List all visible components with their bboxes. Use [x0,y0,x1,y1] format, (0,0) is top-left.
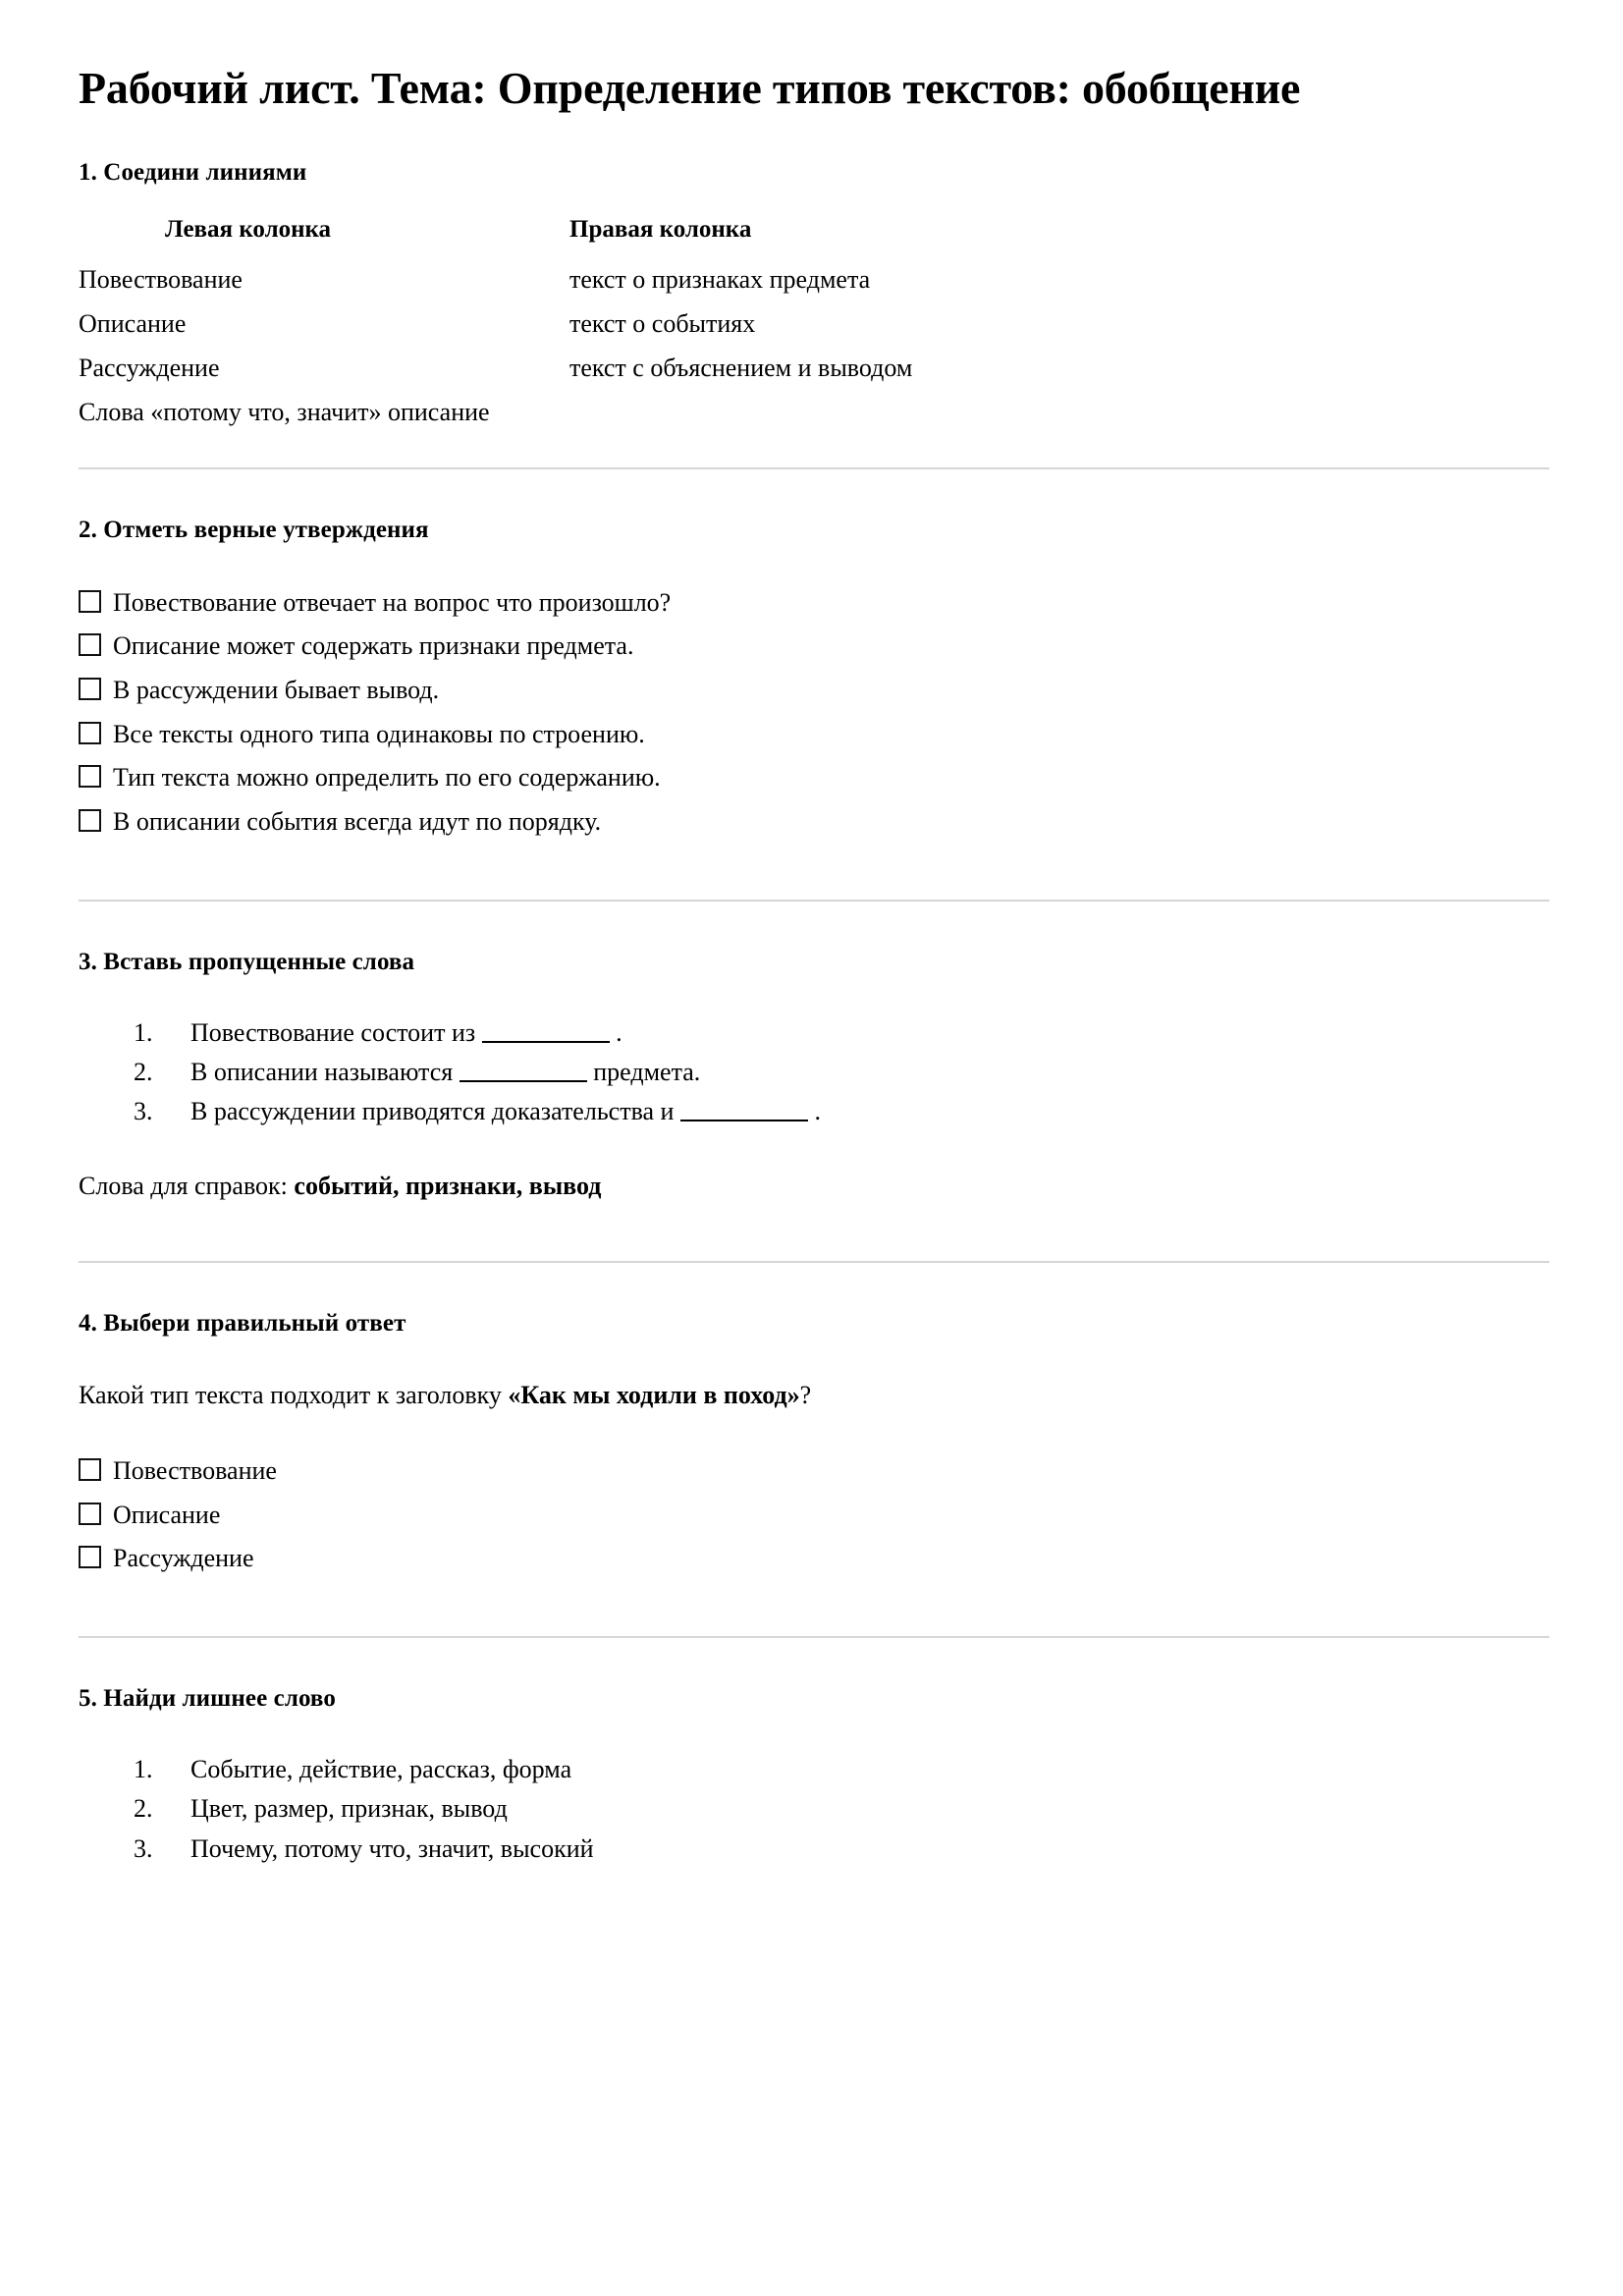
statement-label: Описание может содержать признаки предмета. [113,631,634,661]
section-2-heading: 2. Отметь верные утверждения [79,516,429,543]
blank-suffix: . [814,1097,821,1126]
section-5-heading: 5. Найди лишнее слово [79,1685,336,1713]
statement-label: Тип текста можно определить по его содержанию. [113,763,661,793]
reference-label: Слова для справок: [79,1171,288,1200]
list-item[interactable] [79,800,1548,845]
option-label: Описание [113,1500,221,1529]
page-title: Рабочий лист. Тема: Определение типов текстов: обобщение [79,63,1301,113]
checkbox-icon[interactable] [79,678,101,700]
statement-label: Повествование отвечает на вопрос что произошло? [113,587,672,617]
reference-words: событий, признаки, вывод [294,1171,602,1200]
checkbox-icon[interactable] [79,765,101,788]
checkbox-icon[interactable] [79,1503,101,1525]
statement-label: В описании события всегда идут по порядку. [113,807,602,837]
matching-header-row [79,216,1159,259]
blank-prefix: В описании называются [190,1058,454,1087]
matching-table [79,216,1159,433]
list-item[interactable] [134,1092,1548,1131]
blank-suffix: . [616,1017,622,1047]
statement-label: Все тексты одного типа одинаковы по строению. [113,719,645,748]
column-header-left: Левая колонка [165,216,332,244]
blank-input[interactable] [680,1120,808,1121]
blank-prefix: Повествование состоит из [190,1017,476,1047]
match-left-term[interactable]: Рассуждение [79,354,220,383]
section-true-statements [79,469,1548,902]
table-row[interactable] [79,303,1159,348]
list-item[interactable] [134,1013,1548,1053]
odd-word-list [79,1750,1548,1869]
option-label: Рассуждение [113,1544,254,1573]
section-1-heading: 1. Соедини линиями [79,159,307,187]
blank-prefix: В рассуждении приводятся доказательства и [190,1097,675,1126]
list-item[interactable]: Почему, потому что, значит, высокий [190,1833,594,1863]
checkbox-icon[interactable] [79,1546,101,1568]
checkbox-icon[interactable] [79,590,101,613]
list-item[interactable] [79,625,1548,669]
blank-input[interactable] [460,1080,587,1082]
section-3-heading: 3. Вставь пропущенные слова [79,948,415,975]
table-row-extra[interactable] [79,392,1159,433]
checkbox-icon[interactable] [79,1458,101,1481]
table-row[interactable] [79,348,1159,392]
match-left-term[interactable]: Описание [79,309,187,339]
list-item[interactable]: Цвет, размер, признак, вывод [190,1794,508,1824]
match-right-definition[interactable]: текст с объяснением и выводом [569,354,913,383]
list-item[interactable] [79,669,1548,713]
list-item[interactable] [79,713,1548,757]
match-right-definition[interactable]: текст о событиях [569,309,756,339]
list-item[interactable] [79,581,1548,626]
section-fill-blanks [79,902,1548,1263]
blank-input[interactable] [482,1041,610,1043]
section-matching [79,159,1548,468]
statement-checkbox-list [79,581,1548,845]
match-left-term[interactable]: Повествование [79,265,243,295]
statement-label: В рассуждении бывает вывод. [113,675,440,704]
list-item[interactable] [79,1537,1548,1581]
table-row[interactable] [79,259,1159,303]
reference-words-line [79,1166,1548,1207]
checkbox-icon[interactable] [79,722,101,744]
blank-suffix: предмета. [593,1058,701,1087]
question-title-quoted: «Как мы ходили в поход» [508,1381,800,1410]
question-text [79,1375,1548,1416]
section-odd-one-out [79,1638,1548,1869]
column-header-right: Правая колонка [569,216,752,244]
section-4-heading: 4. Выбери правильный ответ [79,1310,406,1338]
checkbox-icon[interactable] [79,633,101,656]
checkbox-icon[interactable] [79,809,101,832]
list-item[interactable] [134,1053,1548,1092]
question-prefix: Какой тип текста подходит к заголовку [79,1381,502,1410]
match-right-definition[interactable]: текст о признаках предмета [569,265,871,295]
question-suffix: ? [799,1381,812,1410]
fill-blank-list [79,1013,1548,1132]
list-item[interactable]: Событие, действие, рассказ, форма [190,1755,572,1784]
match-extra-line[interactable]: Слова «потому что, значит» описание [79,398,490,427]
option-label: Повествование [113,1455,277,1485]
section-choose-answer [79,1263,1548,1638]
list-item[interactable] [79,1449,1548,1494]
answer-option-list [79,1449,1548,1581]
list-item[interactable] [79,756,1548,800]
list-item[interactable] [79,1494,1548,1538]
